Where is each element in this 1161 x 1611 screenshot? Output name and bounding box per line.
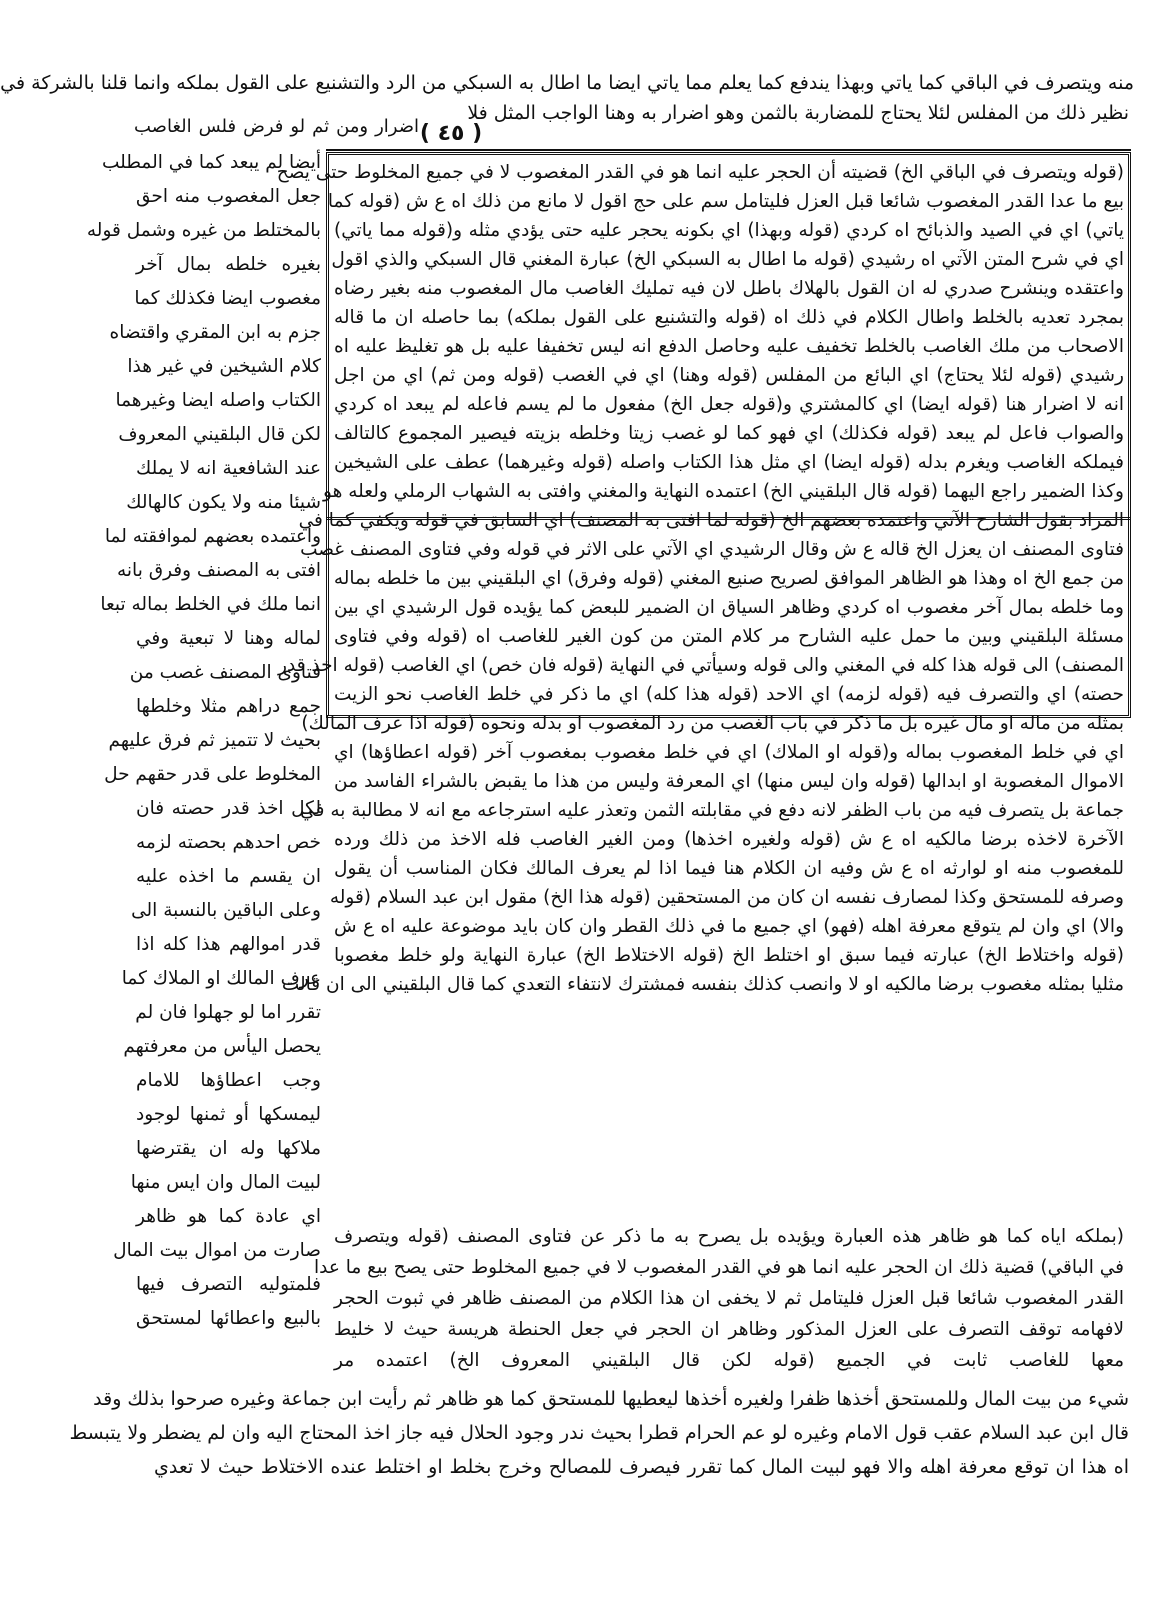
main-line: بمثله من ماله او مال غيره بل ما ذكر في باب الغصب من رد المغصوب او بدله ونحوه (قوله اذا عرف المالك) (301, 713, 1124, 734)
side-line: أيضا لم يبعد كما في المطلب (101, 152, 321, 173)
footnote-line: في الباقي) قضية ذلك ان الحجر عليه انما هو في القدر المغصوب لا في جميع المخلوط حتى يصح بيع ما عدا (313, 1257, 1124, 1278)
side-line: بغيره خلطه بمال آخر (136, 254, 321, 275)
main-line: مسئلة البلقيني وبين ما حمل عليه الشارح مر كلام المتن من كون الغير للغاصب اه (قوله وفي فتاوى (334, 626, 1124, 647)
side-line: شيئا منه ولا يكون كالهالك (126, 492, 321, 513)
main-line: جماعة بل يتصرف فيه من باب الظفر لانه دفع في مقابلته الثمن وتعذر عليه استرجاعه مع انه لا مطالبة به في (300, 800, 1124, 821)
side-line: بالبيع واعطائها لمستحق (136, 1308, 321, 1329)
main-line: اي في خلط المغصوب بماله و(قوله او الملاك) اي في خلط مغصوب بمغصوب آخر (قوله اعطاؤها) اي (334, 742, 1124, 763)
top-text-line-2: نظير ذلك من المفلس لئلا يحتاج للمضاربة بالثمن وهو اضرار به وهنا الواجب المثل فلا (467, 102, 1129, 124)
side-line: يحصل اليأس من معرفتهم (123, 1036, 321, 1057)
main-line: (قوله واختلاط الخ) عبارته فيما سبق او اختلط الخ (قوله الاختلاط الخ) عبارة النهاية ولو خلط مغصوبا (334, 945, 1124, 966)
main-line: ياتي) اي في الصيد والذبائح اه كردي (قوله وبهذا) اي بكونه يحجر عليه حتى يؤدي مثله و(قوله مما ياتي) (334, 220, 1124, 241)
side-line: المخلوط على قدر حقهم حل (104, 764, 321, 785)
main-line: مثليا بمثله مغصوب برضا مالكيه او لا وانصب كذلك بنفسه فمشترك لانتفاء التعدي كما قال البلقيني الى ان قالت (281, 974, 1124, 995)
main-line: المصنف) الى قوله هذا كله في المغني والى قوله وسيأتي في النهاية (قوله فان خص) اي الغاصب (قوله اخذ قدر (278, 655, 1124, 676)
main-line: فيملكه الغاصب ويغرم بدله (قوله ايضا) اي مثل هذا الكتاب واصله (قوله وغيرهما) عطف على الشيخين (334, 452, 1124, 473)
main-line: حصته) اي والتصرف فيه (قوله لزمه) اي الاحد (قوله هذا كله) اي ما ذكر في خلط الغاصب نحو الزيت (334, 684, 1124, 705)
side-line: مغصوب ايضا فكذلك كما (134, 288, 321, 309)
side-line: لكل اخذ قدر حصته فان (136, 798, 321, 819)
side-line: افتى به المصنف وفرق بانه (116, 560, 321, 581)
bottom-line: اه هذا ان توقع معرفة اهله والا فهو لبيت المال كما تقرر فيصرف للمصالح وخرج بخلط او اختلط عنده الاختلاط حيث لا تعدي (154, 1456, 1129, 1478)
side-line: جزم به ابن المقري واقتضاه (109, 322, 321, 343)
side-line: تقرر اما لو جهلوا فان لم (135, 1002, 321, 1023)
main-line: وما خلطه بمال آخر مغصوب اه كردي وظاهر السياق ان الضمير للبعض كما يؤيده قول الرشيدي اي بين (334, 597, 1124, 618)
footnote-line: القدر المغصوب شائعا قبل العزل فليتامل ثم لا يخفى ان هذا الكلام من المصنف ظاهر في ثبوت الحجر (334, 1288, 1124, 1309)
bottom-line: شيء من بيت المال وللمستحق أخذها ظفرا ولغيره أخذها ليعطيها للمستحق كما هو ظاهر ثم رأيت ابن جماعة وغيره صرحوا بذلك وقد (93, 1388, 1129, 1410)
side-line: بالمختلط من غيره وشمل قوله (86, 220, 321, 241)
side-line: وجب اعطاؤها للامام (136, 1070, 321, 1091)
side-line: بحيث لا تتميز ثم فرق عليهم (108, 730, 321, 751)
side-line: عرف المالك او الملاك كما (121, 968, 321, 989)
main-line: للمغصوب منه او لوارثه اه ع ش وفيه ان الكلام هنا فيما اذا لم يعرف المالك فكان المناسب أن يقول (334, 858, 1124, 879)
side-line: اي عادة كما هو ظاهر (136, 1206, 321, 1227)
top-text-line-3: اضرار ومن ثم لو فرض فلس الغاصب (134, 116, 419, 137)
footnote-line: (بملكه اياه كما هو ظاهر هذه العبارة ويؤيده بل يصرح به ما ذكر عن فتاوى المصنف (قوله ويتصرف (334, 1226, 1124, 1247)
main-line: بمجرد تعديه بالخلط واطال الكلام في ذلك اه (قوله والتشنيع على القول بملكه) بما حاصله ان ما قاله (334, 307, 1124, 328)
main-line: والصواب فاعل لم يبعد (قوله فكذلك) اي فهو كما لو غصب زيتا وخلطه بزيته فيصير المجموع كالتالف (334, 423, 1124, 444)
page-number: ( ٤٥ ) (419, 121, 483, 146)
side-line: ليمسكها أو ثمنها لوجود (136, 1104, 321, 1125)
bottom-line: قال ابن عبد السلام عقب قول الامام وغيره لو عم الحرام قطرا بحيث ندر وجود الحلال فيه جاز اخذ المحتاج اليه وان لم يضطر ولا يتبسط (69, 1422, 1129, 1444)
side-line: وعلى الباقين بالنسبة الى (131, 900, 321, 921)
side-line: قدر اموالهم هذا كله اذا (136, 934, 321, 955)
main-line: والا) اي وان لم يتوقع معرفة اهله (فهو) اي جميع ما في ذلك القطر وان كان بايد موضوعة عليه اه ع ش (334, 916, 1124, 937)
side-line: خص احدهم بحصته لزمه (136, 832, 321, 853)
side-line: انما ملك في الخلط بماله تبعا (100, 594, 321, 615)
main-line: انه لا اضرار هنا (قوله ايضا) اي كالمشتري و(قوله جعل الخ) مفعول ما لم يسم فاعله لم يبعد اه كردي (334, 394, 1124, 415)
top-text-line-1: منه ويتصرف في الباقي كما ياتي وبهذا يندفع كما يعلم مما ياتي ايضا ما اطال به السبكي من الرد والتشنيع على القول بملكه وانما قلنا بالشركة في (0, 72, 1134, 94)
main-line: اي في شرح المتن الآتي اه رشيدي (قوله ما اطال به السبكي الخ) عبارة المغني قال السبكي والذي اقول (331, 249, 1124, 270)
main-line: رشيدي (قوله لئلا يحتاج) اي البائع من المفلس (قوله وهنا) اي في الغصب (قوله ومن ثم) اي من اجل (334, 365, 1124, 386)
main-line: فتاوى المصنف ان يعزل الخ قاله ع ش وقال الرشيدي اي الآتي على الاثر في قوله وفي فتاوى المصنف غصب (300, 539, 1124, 560)
main-line: وكذا الضمير راجع اليهما (قوله قال البلقيني الخ) اعتمده النهاية والمغني وافتى به الشهاب الرملي ولعله هو (323, 481, 1124, 502)
footnote-line: معها للغاصب ثابت في الجميع (قوله لكن قال البلقيني المعروف الخ) اعتمده مر (334, 1350, 1124, 1371)
side-line: واعتمده بعضهم لموافقته لما (104, 526, 321, 547)
main-line: الاموال المغصوبة او ابدالها (قوله وان ليس منها) اي المعرفة وليس من هذا ما يقبض بالشراء الفاسد من (334, 771, 1124, 792)
side-line: عند الشافعية انه لا يملك (136, 458, 321, 479)
side-line: صارت من اموال بيت المال (113, 1240, 321, 1261)
side-line: جمع دراهم مثلا وخلطها (136, 696, 321, 717)
frame-top-rule (326, 149, 1131, 151)
main-line: وصرفه للمستحق وكذا لمصارف نفسه ان كان من المستحقين (قوله هذا الخ) مقول ابن عبد السلام (قوله (329, 887, 1124, 908)
footnote-line: لافهامه توقف التصرف على العزل المذكور وظاهر ان الحجر في جعل الحنطة هريسة حيث لا خليط (334, 1319, 1124, 1340)
main-line: بيع ما عدا القدر المغصوب شائعا قبل العزل فليتامل سم على حج اقول لا مانع من ذلك اه ع ش (قوله كما (327, 191, 1124, 212)
main-line: المراد بقول الشارح الآتي واعتمده بعضهم الخ (قوله لما افتى به المصنف) اي السابق في قوله ويكفي كما في (298, 510, 1124, 531)
main-line: الآخرة لاخذه برضا مالكيه اه ع ش (قوله ولغيره اخذها) ومن الغير الغاصب فله الاخذ من ذلك ورده (334, 829, 1124, 850)
side-line: ملاكها وله ان يقترضها (136, 1138, 321, 1159)
side-line: كلام الشيخين في غير هذا (127, 356, 321, 377)
side-line: فتاوى المصنف غصب من (129, 662, 321, 683)
side-line: ان يقسم ما اخذه عليه (136, 866, 321, 887)
main-line: واعتقده وينشرح صدري له ان القول بالهلاك باطل لان فيه تمليك الغاصب مال المغصوب منه بغير رضاه (334, 278, 1124, 299)
side-line: فلمتوليه التصرف فيها (136, 1274, 321, 1295)
side-line: لبيت المال وان ايس منها (130, 1172, 321, 1193)
main-line: من جمع الخ اه وهذا هو الظاهر الموافق لصريح صنيع المغني (قوله وفرق) اي البلقيني بين ما خلطه بماله (333, 568, 1124, 589)
main-line: (قوله ويتصرف في الباقي الخ) قضيته أن الحجر عليه انما هو في القدر المغصوب لا في جميع المخلوط حتى يصح (276, 162, 1124, 183)
side-line: لماله وهنا لا تبعية وفي (136, 628, 321, 649)
side-line: جعل المغصوب منه احق (136, 186, 321, 207)
side-line: لكن قال البلقيني المعروف (118, 424, 321, 445)
main-line: الاصحاب من ملك الغاصب بالخلط تخفيف عليه وحاصل الدفع انه ليس تخفيفا عليه بل هو تغليظ عليه اه (334, 336, 1124, 357)
side-line: الكتاب واصله ايضا وغيرهما (115, 390, 321, 411)
